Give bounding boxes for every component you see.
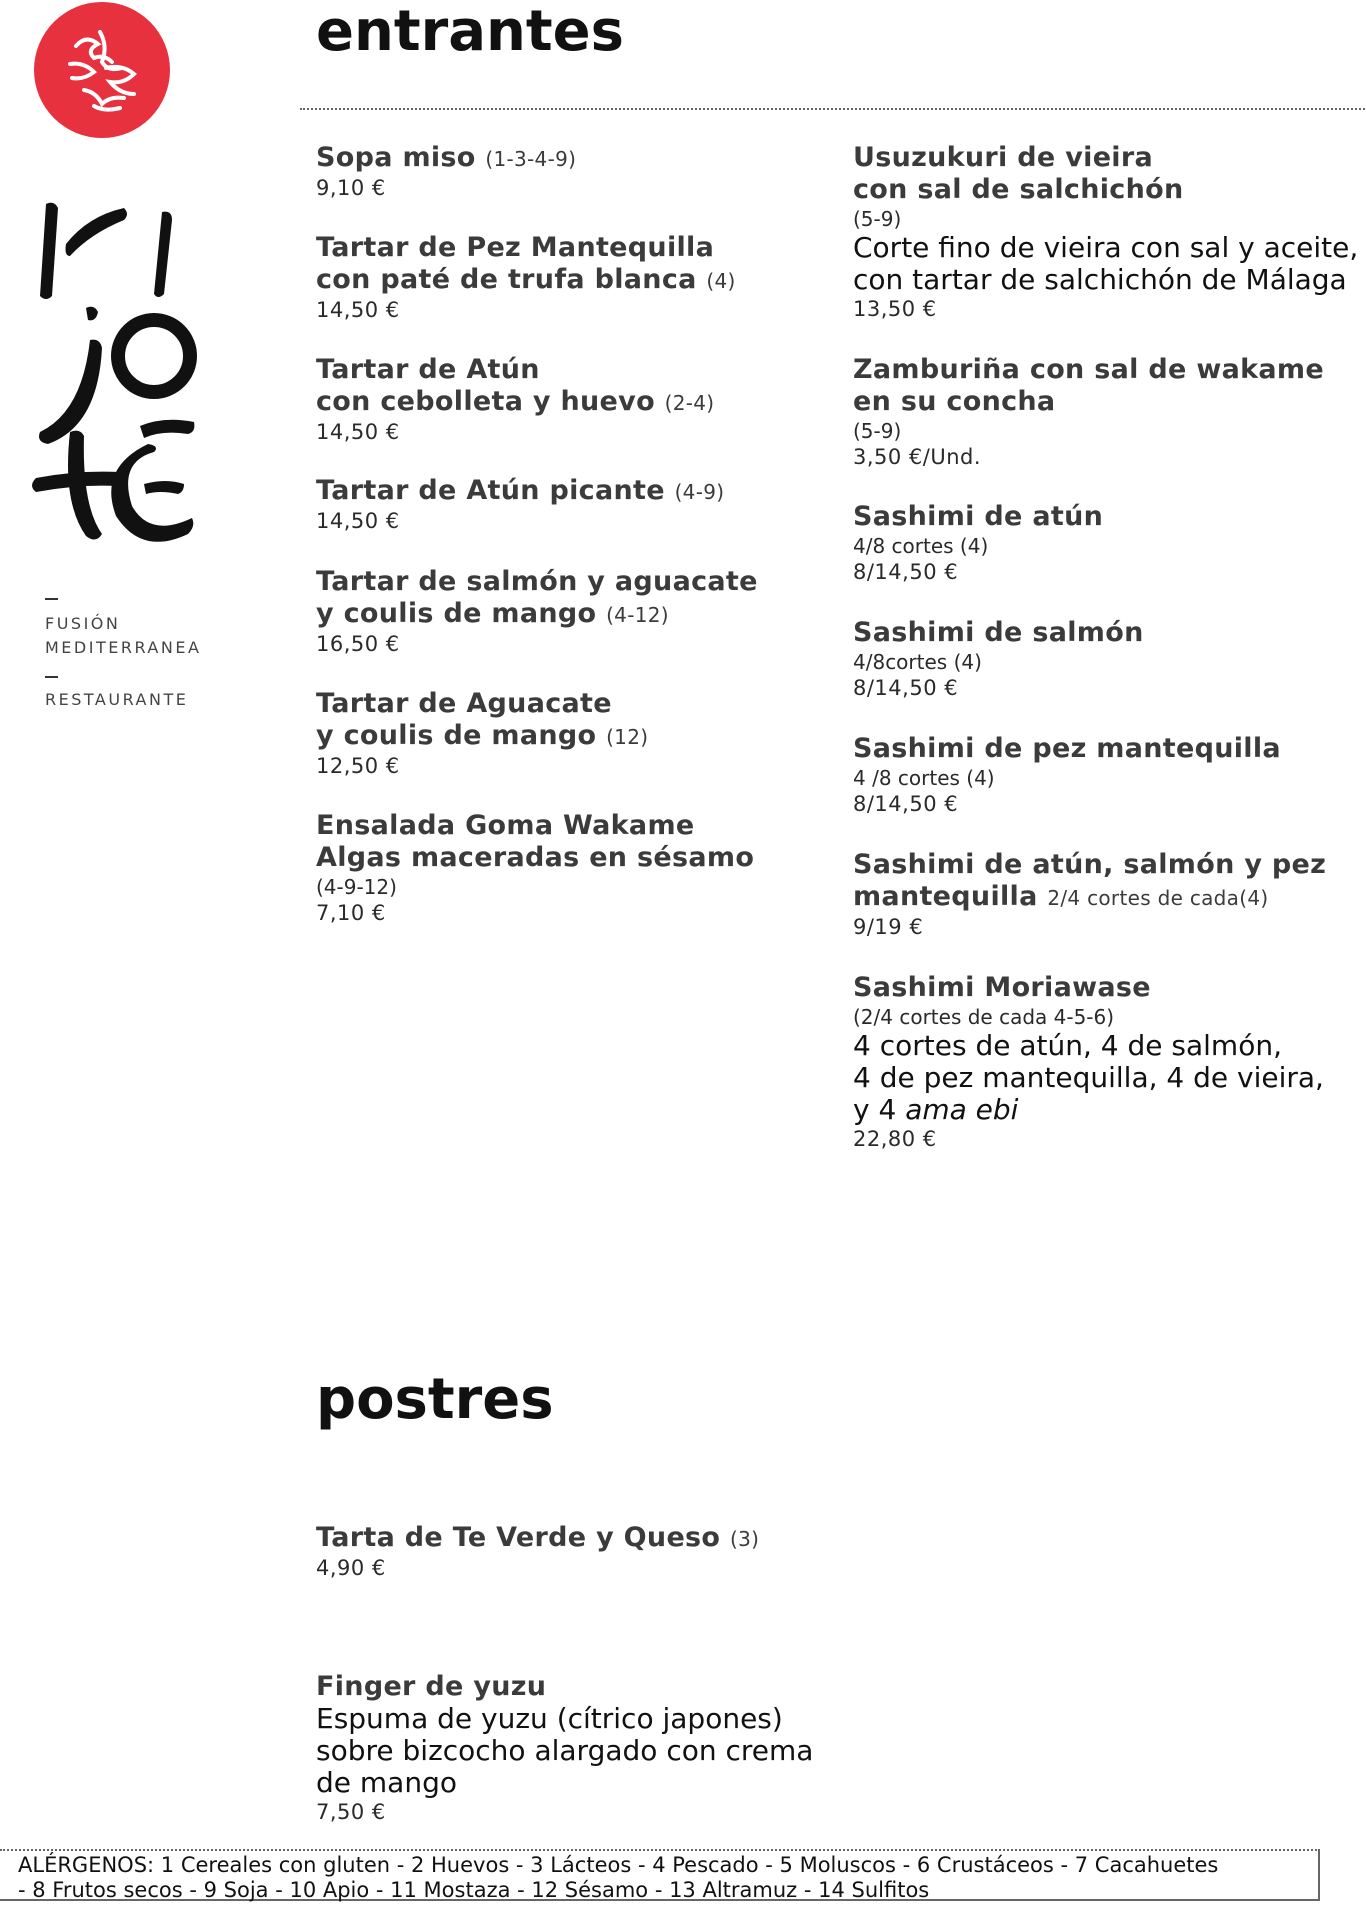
item-price: 8/14,50 € <box>853 676 959 700</box>
item-price: 14,50 € <box>316 420 400 444</box>
item-name: Tarta de Te Verde y Queso (3) <box>316 1522 760 1553</box>
item-name: Tartar de Atún <box>316 354 540 385</box>
logo-seal-icon <box>34 2 170 138</box>
item-allergens: 4/8cortes (4) <box>853 650 982 674</box>
item-description-line2: 4 de pez mantequilla, 4 de vieira, <box>853 1061 1324 1094</box>
item-price: 3,50 €/Und. <box>853 445 982 469</box>
item-price: 4,90 € <box>316 1556 386 1580</box>
item-price: 7,50 € <box>316 1800 386 1824</box>
item-name-line2: en su concha <box>853 386 1056 417</box>
item-name-line2: con sal de salchichón <box>853 174 1184 205</box>
tagline-fusion: FUSIÓN <box>45 614 121 633</box>
menu-item <box>316 566 816 658</box>
menu-item <box>316 810 816 927</box>
item-allergens: (5-9) <box>853 207 902 231</box>
item-price: 14,50 € <box>316 298 400 322</box>
item-price: 7,10 € <box>316 901 386 925</box>
item-description: Corte fino de vieira con sal y aceite, <box>853 231 1359 264</box>
item-name: Finger de yuzu <box>316 1671 547 1702</box>
allergen-line-2: - 8 Frutos secos - 9 Soja - 10 Apio - 11 Mostaza - 12 Sésamo - 13 Altramuz - 14 Sulfitos <box>18 1878 930 1902</box>
menu-item <box>316 142 816 202</box>
item-name: Tartar de Pez Mantequilla <box>316 232 715 263</box>
item-name-line2: con cebolleta y huevo (2-4) <box>316 386 715 417</box>
item-allergens: (5-9) <box>853 419 902 443</box>
item-name-line2: y coulis de mango (12) <box>316 720 649 751</box>
menu-item <box>316 1671 876 1826</box>
menu-item <box>853 972 1363 1153</box>
item-description-line3: de mango <box>316 1766 457 1799</box>
item-description-line2: con tartar de salchichón de Málaga <box>853 263 1347 296</box>
menu-item <box>316 688 816 780</box>
item-name-line2: con paté de trufa blanca (4) <box>316 264 736 295</box>
menu-item <box>316 1522 816 1582</box>
item-name: Tartar de Aguacate <box>316 688 612 719</box>
menu-item <box>316 232 816 324</box>
item-price: 9,10 € <box>316 176 386 200</box>
menu-item <box>316 354 816 446</box>
menu-item <box>316 475 816 535</box>
item-name: Zamburiña con sal de wakame <box>853 354 1324 385</box>
item-price: 22,80 € <box>853 1127 937 1151</box>
item-price: 14,50 € <box>316 509 400 533</box>
postres-title: postres <box>316 1367 554 1432</box>
menu-item <box>853 733 1363 818</box>
item-allergens: (4-9-12) <box>316 875 397 899</box>
entrantes-title: entrantes <box>316 0 624 64</box>
item-name-line2: mantequilla 2/4 cortes de cada(4) <box>853 881 1269 912</box>
menu-item <box>853 501 1363 586</box>
kijote-glyph-shapes <box>32 203 194 542</box>
item-price: 13,50 € <box>853 297 937 321</box>
kijote-lettering-icon <box>14 200 204 545</box>
menu-item <box>853 617 1363 702</box>
allergen-footer <box>0 1849 1320 1901</box>
item-name-line2: y coulis de mango (4-12) <box>316 598 669 629</box>
item-name: Tartar de salmón y aguacate <box>316 566 758 597</box>
item-name: Usuzukuri de vieira <box>853 142 1153 173</box>
item-description-line3: y 4 ama ebi <box>853 1093 1019 1126</box>
logo-circle-shape <box>34 2 170 138</box>
item-name: Ensalada Goma Wakame <box>316 810 695 841</box>
item-price: 9/19 € <box>853 915 924 939</box>
menu-item <box>853 849 1363 941</box>
item-allergens: (2/4 cortes de cada 4-5-6) <box>853 1005 1115 1029</box>
item-name: Sashimi de atún <box>853 501 1104 532</box>
item-description: 4 cortes de atún, 4 de salmón, <box>853 1029 1282 1062</box>
item-description-line2: sobre bizcocho alargado con crema <box>316 1734 814 1767</box>
item-price: 8/14,50 € <box>853 560 959 584</box>
item-price: 8/14,50 € <box>853 792 959 816</box>
tagline-dash-bottom <box>45 676 58 678</box>
item-name: Sashimi Moriawase <box>853 972 1151 1003</box>
item-price: 12,50 € <box>316 754 400 778</box>
item-allergens: 4 /8 cortes (4) <box>853 766 995 790</box>
item-name: Sopa miso (1-3-4-9) <box>316 142 577 173</box>
item-allergens: 4/8 cortes (4) <box>853 534 989 558</box>
item-name: Sashimi de pez mantequilla <box>853 733 1281 764</box>
allergen-line-1: ALÉRGENOS: 1 Cereales con gluten - 2 Huevos - 3 Lácteos - 4 Pescado - 5 Moluscos - 6 Crustáceos - 7 Cacahuetes <box>18 1853 1219 1877</box>
item-name: Sashimi de salmón <box>853 617 1144 648</box>
item-name-line2: Algas maceradas en sésamo <box>316 842 755 873</box>
tagline-dash-top <box>45 598 58 600</box>
item-price: 16,50 € <box>316 632 400 656</box>
item-name: Sashimi de atún, salmón y pez <box>853 849 1327 880</box>
item-description: Espuma de yuzu (cítrico japones) <box>316 1702 783 1735</box>
tagline-mediterranea: MEDITERRANEA <box>45 638 202 657</box>
menu-item <box>853 142 1363 323</box>
menu-item <box>853 354 1363 471</box>
tagline-restaurante: RESTAURANTE <box>45 690 189 709</box>
item-name: Tartar de Atún picante (4-9) <box>316 475 725 506</box>
entrantes-rule <box>300 108 1365 110</box>
